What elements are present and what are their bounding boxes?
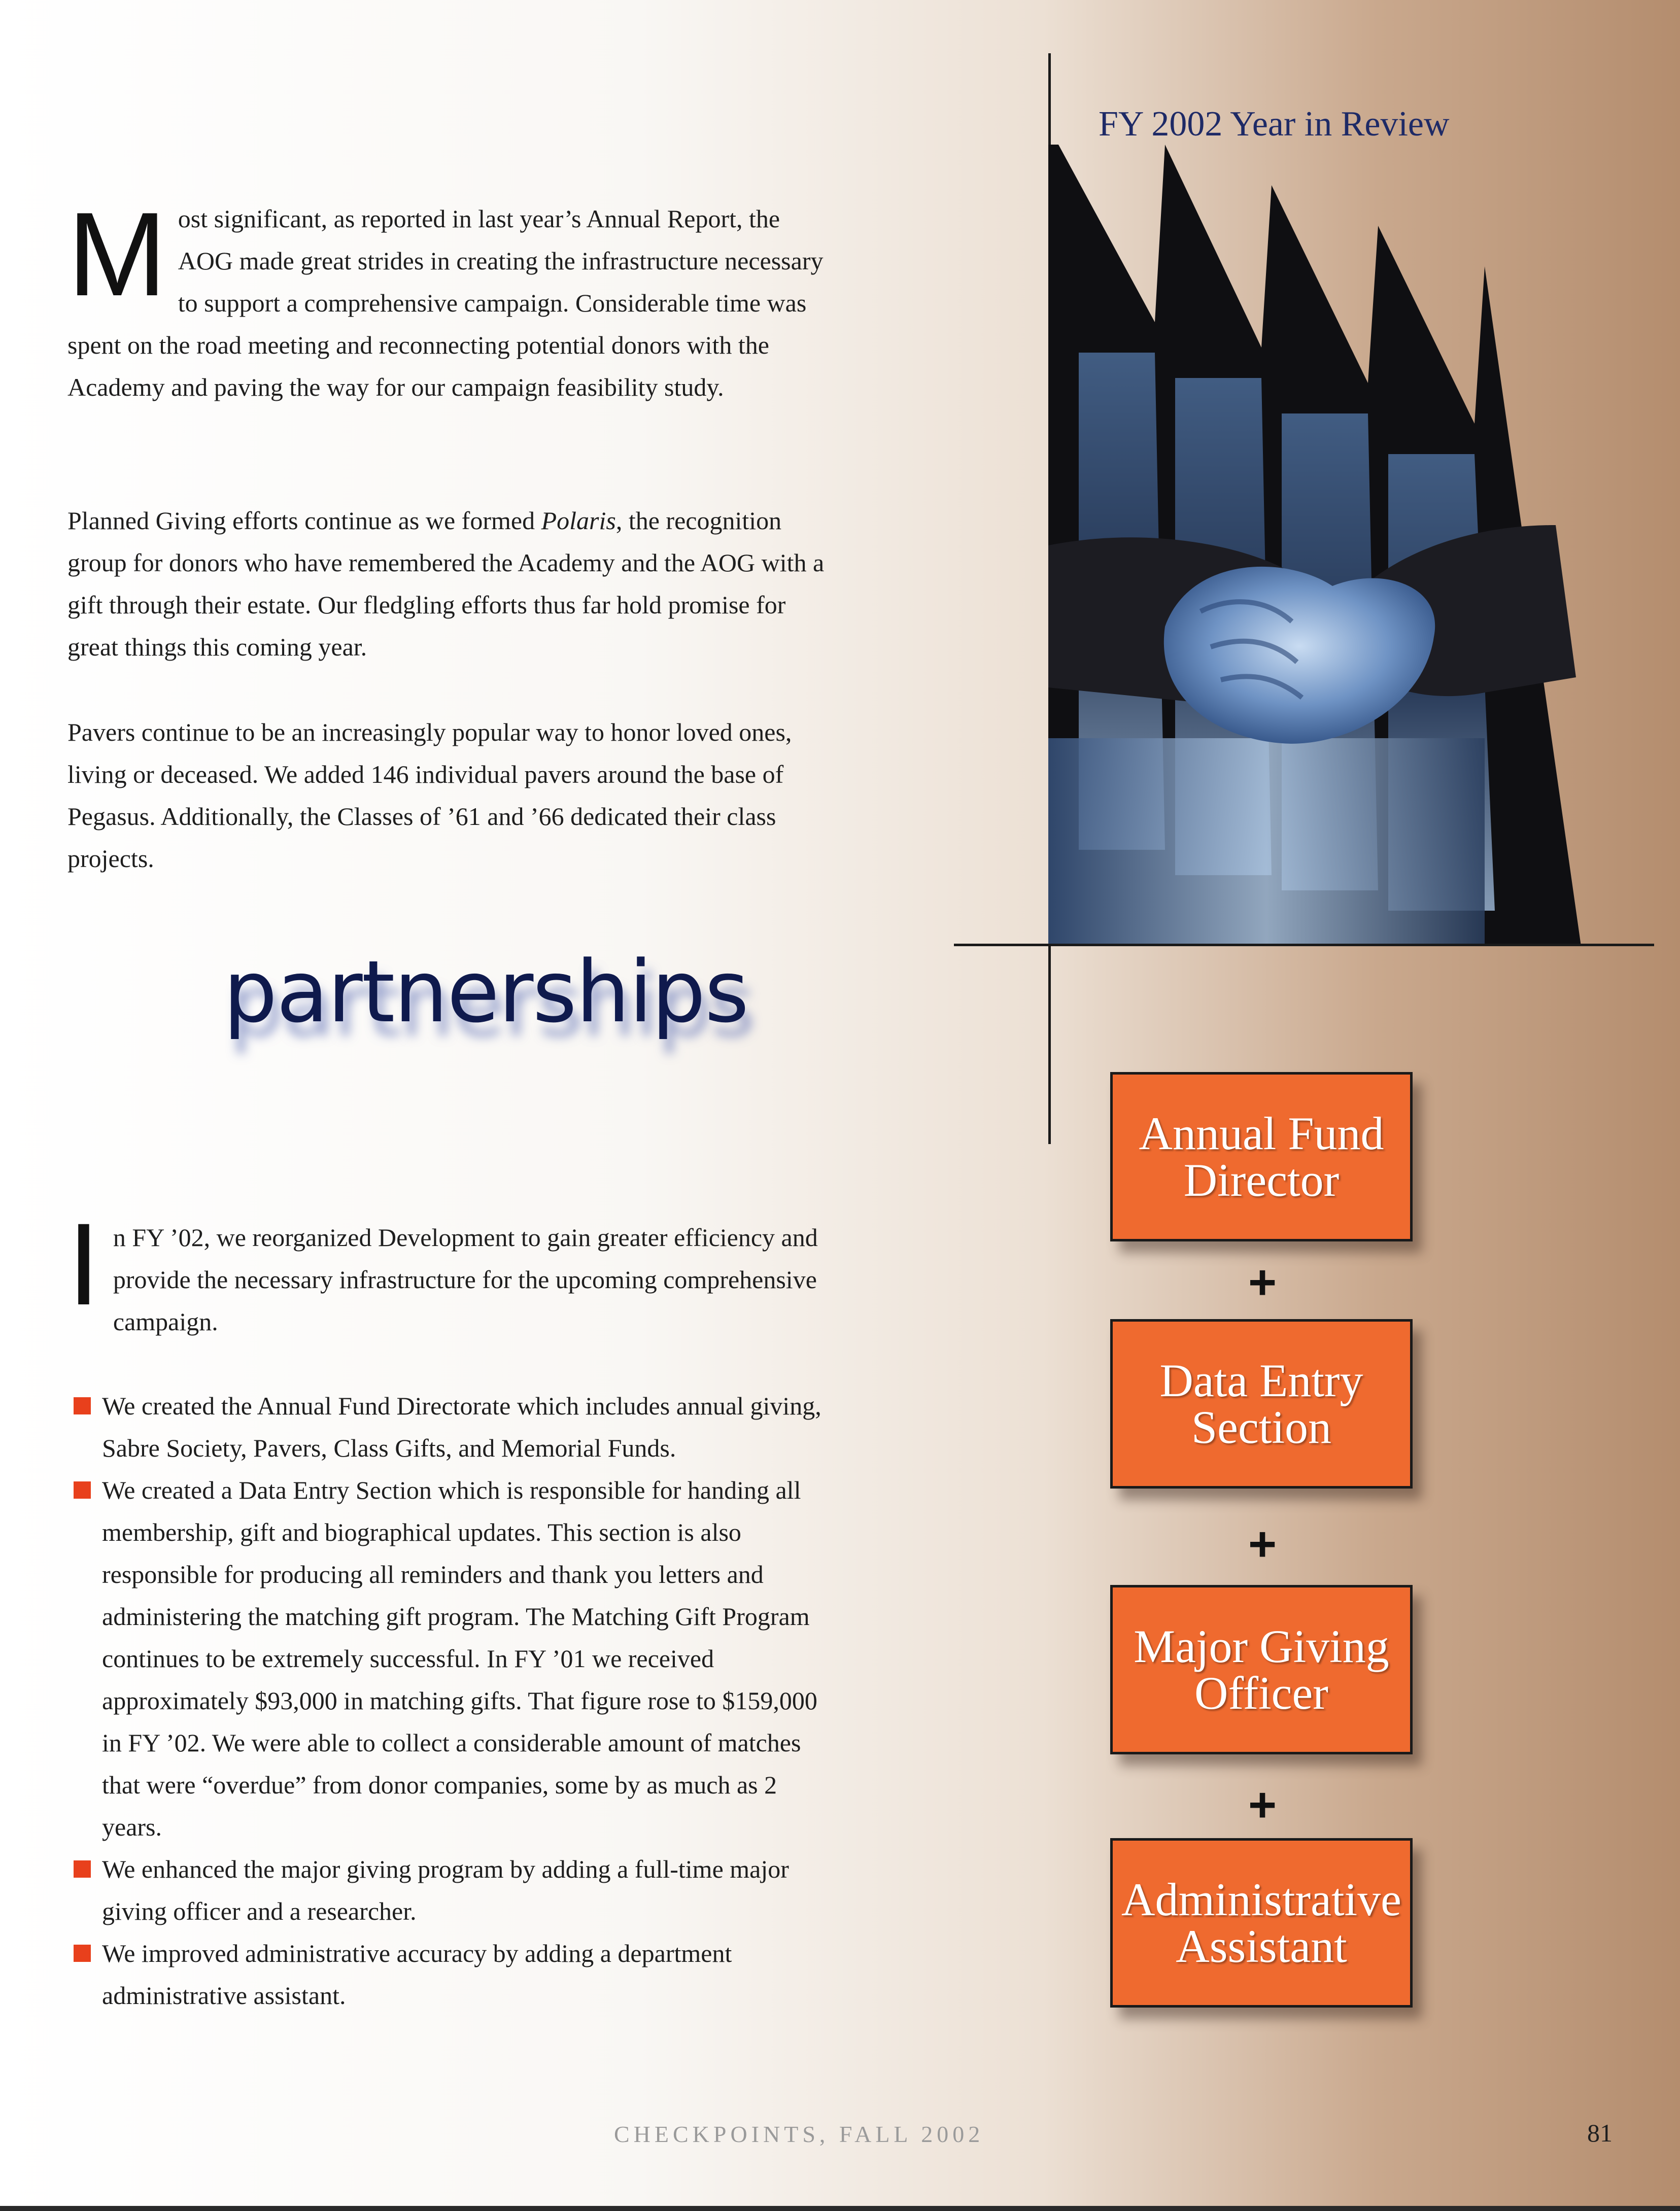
section-intro-paragraph — [67, 1199, 829, 1343]
org-box-label: Major Giving Officer — [1134, 1620, 1389, 1719]
org-box-data-entry-section — [1110, 1319, 1413, 1489]
handshake-photo — [1048, 140, 1581, 946]
bullet-square-icon — [74, 1481, 91, 1499]
org-box-label: Data Entry Section — [1159, 1355, 1363, 1453]
plus-icon: + — [1248, 1517, 1277, 1571]
intro-paragraph-2 — [67, 500, 829, 668]
intro-paragraph-1 — [67, 187, 829, 408]
publication-footer: CHECKPOINTS, FALL 2002 — [614, 2121, 984, 2147]
section-heading: partnerships — [223, 942, 748, 1042]
polaris-name: Polaris — [541, 506, 616, 535]
list-item — [74, 1385, 830, 1469]
bullet-square-icon — [74, 1860, 91, 1878]
org-box-administrative-assistant — [1110, 1838, 1413, 2008]
page-edge — [0, 2206, 1680, 2211]
section-intro-text: n FY ’02, we reorganized Development to gain greater efficiency and provide the necessary infrastructure for the upcoming comprehensive campaign. — [113, 1223, 818, 1336]
list-item-text: We improved administrative accuracy by adding a department administrative assistant. — [102, 1939, 732, 2010]
list-item-text: We created a Data Entry Section which is responsible for handing all membership, gift and biographical updates. This section is also responsible for producing all reminders and thank you letters and administering the matching gift program. The Matching Gift Program continues to be extremely successful. In FY ’01 we received approximately $93,000 in matching gifts. That figure rose to $159,000 in FY ’02. We were able to collect a considerable amount of matches that were “overdue” from donor companies, some by as much as 2 years. — [102, 1476, 817, 1841]
sidebar-title: FY 2002 Year in Review — [1099, 105, 1450, 144]
list-item-text: We enhanced the major giving program by adding a full-time major giving officer and a researcher. — [102, 1855, 789, 1925]
bullet-square-icon — [74, 1397, 91, 1414]
list-item — [74, 1469, 830, 1848]
intro-paragraph-1-text: ost significant, as reported in last year’s Annual Report, the AOG made great strides in creating the infrastructure necessary to support a comprehensive campaign. Considerable time was spent on the road meeting and reconnecting potential donors with the Academy and paving the way for our campaign feasibility study. — [67, 204, 824, 401]
intro-paragraph-3-text: Pavers continue to be an increasingly popular way to honor loved ones, living or deceased. We added 146 individual pavers around the base of Pegasus. Additionally, the Classes of ’61 and ’66 dedicated their class projects. — [67, 718, 792, 873]
intro-paragraph-2-end: , the recognition group for donors who have remembered the Academy and the AOG with a gift through their estate. Our fledgling efforts thus far hold promise for great things this coming year. — [67, 506, 825, 661]
list-item — [74, 1932, 830, 2017]
list-item — [74, 1848, 830, 1932]
reorganization-list — [74, 1385, 830, 2017]
org-box-label: Annual Fund Director — [1139, 1108, 1384, 1206]
org-box-major-giving-officer — [1110, 1585, 1413, 1754]
bullet-square-icon — [74, 1945, 91, 1962]
org-box-annual-fund-director — [1110, 1072, 1413, 1241]
plus-icon: + — [1248, 1255, 1277, 1309]
plus-icon: + — [1248, 1778, 1277, 1832]
horizontal-rule — [954, 944, 1654, 946]
drop-cap: M — [67, 187, 167, 321]
org-box-label: Administrative Assistant — [1121, 1874, 1401, 1972]
intro-paragraph-3 — [67, 711, 829, 880]
page-number: 81 — [1587, 2119, 1613, 2147]
intro-paragraph-2-start: Planned Giving efforts continue as we formed — [67, 506, 541, 535]
drop-cap: I — [67, 1199, 100, 1329]
list-item-text: We created the Annual Fund Directorate which includes annual giving, Sabre Society, Pavers, Class Gifts, and Memorial Funds. — [102, 1392, 821, 1462]
